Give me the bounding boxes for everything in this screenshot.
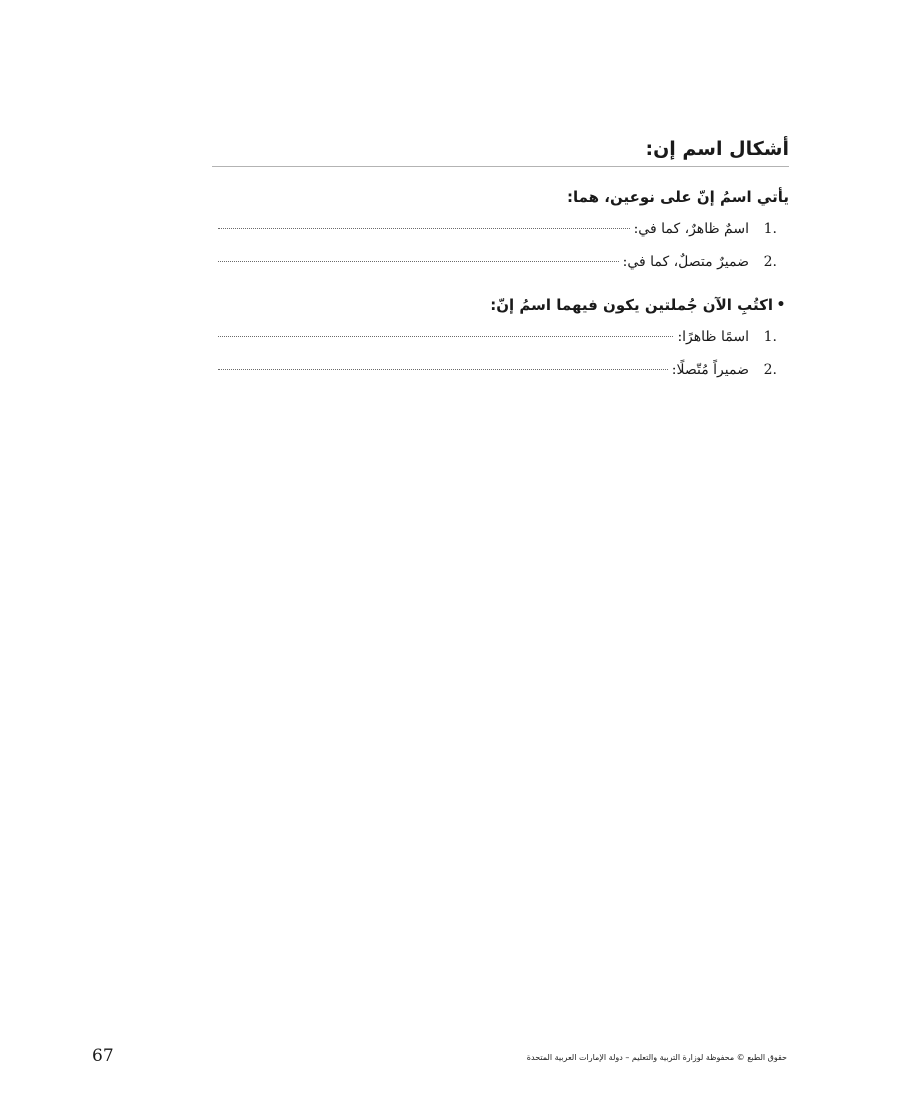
line-number: 1.	[763, 221, 777, 237]
answer-line-3[interactable]	[218, 336, 673, 337]
answer-line-4[interactable]	[218, 369, 668, 370]
intro-text: يأتي اسمُ إنّ على نوعين، هما:	[566, 188, 789, 206]
task-text: اكتُبِ الآن جُملتين يكون فيهما اسمُ إنّ:	[490, 296, 773, 314]
title-divider	[212, 166, 789, 167]
task-line-2	[212, 354, 789, 387]
line-number: 2.	[763, 254, 777, 270]
line-number: 1.	[763, 329, 777, 345]
line-label: ضميراً مُتّصلًا:	[671, 362, 749, 378]
bullet-icon: •	[776, 297, 786, 313]
answer-line-2[interactable]	[218, 261, 619, 262]
type-line-2	[212, 246, 789, 279]
page-number: 67	[92, 1046, 114, 1066]
section-title: أشكال اسم إن:	[645, 138, 789, 160]
line-label: اسمًا ظاهرًا:	[677, 329, 749, 345]
line-label: ضميرٌ متصلٌ، كما في:	[622, 254, 749, 270]
line-label: اسمٌ ظاهرٌ، كما في:	[633, 221, 749, 237]
worksheet-content	[212, 134, 789, 387]
type-line-1	[212, 213, 789, 246]
answer-line-1[interactable]	[218, 228, 630, 229]
line-number: 2.	[763, 362, 777, 378]
copyright-footer: حقوق الطبع © محفوظة لوزارة التربية والتعليم – دولة الإمارات العربية المتحدة	[526, 1053, 787, 1062]
task-line-1	[212, 321, 789, 354]
task-heading	[212, 293, 789, 317]
